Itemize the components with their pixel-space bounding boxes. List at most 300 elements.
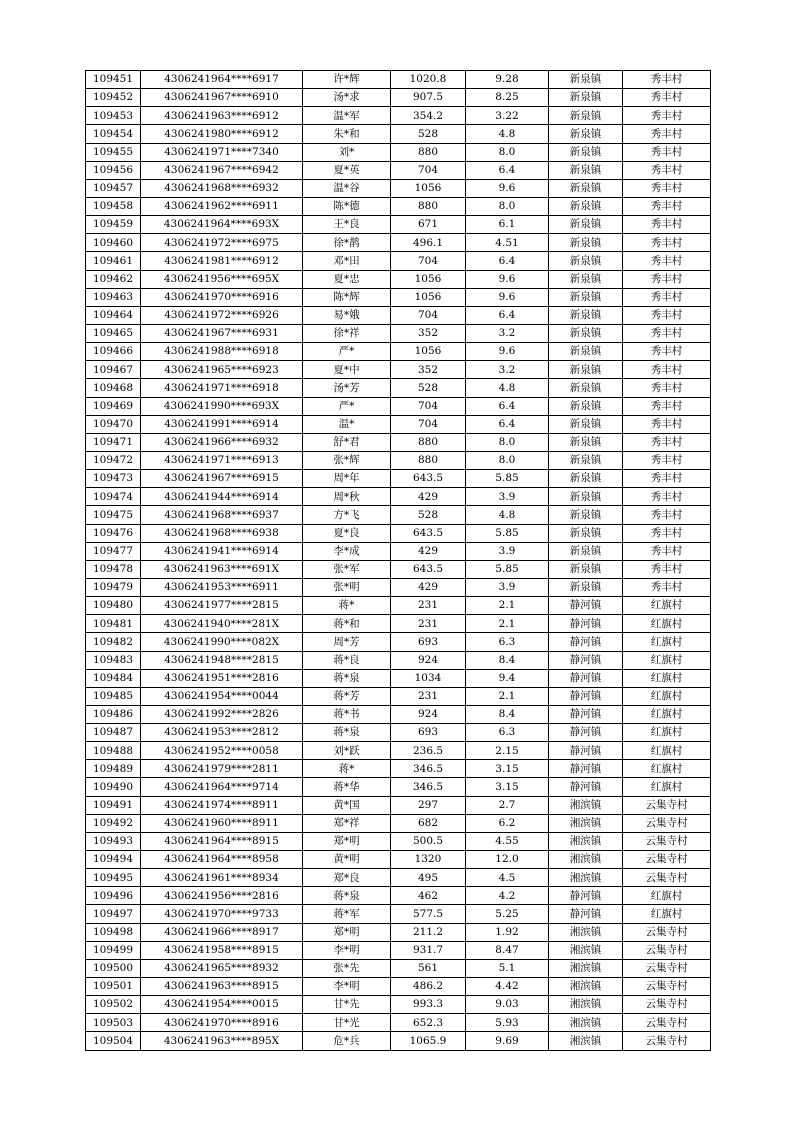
- table-cell: 秀丰村: [623, 506, 711, 524]
- table-cell: 新泉镇: [549, 433, 623, 451]
- table-cell: 甘*先: [303, 996, 391, 1014]
- table-cell: 3.9: [466, 542, 549, 560]
- table-cell: 红旗村: [623, 669, 711, 687]
- table-cell: 4306241958****8915: [141, 941, 303, 959]
- table-cell: 109492: [86, 814, 141, 832]
- table-cell: 4306241968****6937: [141, 506, 303, 524]
- table-cell: 9.69: [466, 1032, 549, 1051]
- table-cell: 郑*明: [303, 923, 391, 941]
- table-cell: 秀丰村: [623, 71, 711, 89]
- table-cell: 4306241967****6931: [141, 324, 303, 342]
- table-row: [86, 179, 711, 197]
- table-cell: 109474: [86, 488, 141, 506]
- table-row: [86, 71, 711, 89]
- table-row: [86, 905, 711, 923]
- table-row: [86, 560, 711, 578]
- table-cell: 109487: [86, 724, 141, 742]
- table-cell: 秀丰村: [623, 343, 711, 361]
- table-row: [86, 125, 711, 143]
- table-row: [86, 270, 711, 288]
- table-cell: 湘滨镇: [549, 996, 623, 1014]
- table-row: [86, 361, 711, 379]
- table-row: [86, 633, 711, 651]
- table-cell: 4306241980****6912: [141, 125, 303, 143]
- table-cell: 109484: [86, 669, 141, 687]
- table-cell: 4306241992****2826: [141, 705, 303, 723]
- table-row: [86, 669, 711, 687]
- table-cell: 周*芳: [303, 633, 391, 651]
- table-cell: 温*军: [303, 107, 391, 125]
- table-cell: 静河镇: [549, 760, 623, 778]
- table-cell: 704: [391, 306, 466, 324]
- table-cell: 秀丰村: [623, 542, 711, 560]
- table-cell: 秀丰村: [623, 470, 711, 488]
- table-cell: 湘滨镇: [549, 796, 623, 814]
- table-cell: 汤*芳: [303, 379, 391, 397]
- table-cell: 新泉镇: [549, 578, 623, 596]
- table-row: [86, 978, 711, 996]
- table-cell: 8.0: [466, 451, 549, 469]
- table-cell: 湘滨镇: [549, 851, 623, 869]
- table-row: [86, 869, 711, 887]
- table-cell: 109499: [86, 941, 141, 959]
- table-cell: 秀丰村: [623, 270, 711, 288]
- table-cell: 静河镇: [549, 615, 623, 633]
- table-cell: 4306241940****281X: [141, 615, 303, 633]
- table-cell: 云集寺村: [623, 1032, 711, 1051]
- table-cell: 静河镇: [549, 705, 623, 723]
- table-cell: 5.85: [466, 560, 549, 578]
- table-cell: 109490: [86, 778, 141, 796]
- table-cell: 4306241954****0015: [141, 996, 303, 1014]
- table-cell: 红旗村: [623, 633, 711, 651]
- table-row: [86, 959, 711, 977]
- table-cell: 880: [391, 433, 466, 451]
- table-cell: 徐*祥: [303, 324, 391, 342]
- table-cell: 2.15: [466, 742, 549, 760]
- table-cell: 924: [391, 705, 466, 723]
- table-cell: 4306241964****6917: [141, 71, 303, 89]
- table-cell: 张*先: [303, 959, 391, 977]
- table-cell: 湘滨镇: [549, 832, 623, 850]
- table-cell: 新泉镇: [549, 415, 623, 433]
- table-cell: 4.8: [466, 125, 549, 143]
- table-cell: 346.5: [391, 778, 466, 796]
- table-cell: 231: [391, 615, 466, 633]
- table-cell: 严*: [303, 397, 391, 415]
- table-cell: 5.25: [466, 905, 549, 923]
- table-cell: 邓*田: [303, 252, 391, 270]
- table-cell: 4306241953****2812: [141, 724, 303, 742]
- table-cell: 秀丰村: [623, 216, 711, 234]
- table-cell: 4306241990****693X: [141, 397, 303, 415]
- table-cell: 109455: [86, 143, 141, 161]
- table-cell: 蒋*军: [303, 905, 391, 923]
- table-cell: 静河镇: [549, 724, 623, 742]
- table-cell: 109493: [86, 832, 141, 850]
- table-cell: 新泉镇: [549, 143, 623, 161]
- table-cell: 352: [391, 361, 466, 379]
- table-cell: 109472: [86, 451, 141, 469]
- table-cell: 9.03: [466, 996, 549, 1014]
- table-cell: 新泉镇: [549, 216, 623, 234]
- table-cell: 8.0: [466, 433, 549, 451]
- table-cell: 张*明: [303, 578, 391, 596]
- table-row: [86, 197, 711, 215]
- table-cell: 462: [391, 887, 466, 905]
- table-cell: 云集寺村: [623, 941, 711, 959]
- table-cell: 红旗村: [623, 760, 711, 778]
- table-cell: 9.4: [466, 669, 549, 687]
- table-row: [86, 415, 711, 433]
- table-cell: 朱*和: [303, 125, 391, 143]
- table-cell: 秀丰村: [623, 488, 711, 506]
- table-cell: 4.8: [466, 506, 549, 524]
- table-cell: 4306241956****2816: [141, 887, 303, 905]
- table-cell: 9.6: [466, 179, 549, 197]
- table-cell: 109463: [86, 288, 141, 306]
- table-cell: 429: [391, 542, 466, 560]
- table-cell: 危*兵: [303, 1032, 391, 1051]
- table-cell: 4.42: [466, 978, 549, 996]
- table-cell: 静河镇: [549, 905, 623, 923]
- table-cell: 新泉镇: [549, 361, 623, 379]
- table-row: [86, 832, 711, 850]
- table-cell: 方*飞: [303, 506, 391, 524]
- table-cell: 109481: [86, 615, 141, 633]
- table-cell: 4306241979****2811: [141, 760, 303, 778]
- table-cell: 3.9: [466, 488, 549, 506]
- table-cell: 易*娥: [303, 306, 391, 324]
- table-cell: 6.4: [466, 397, 549, 415]
- table-cell: 4306241951****2816: [141, 669, 303, 687]
- table-cell: 109491: [86, 796, 141, 814]
- table-cell: 4306241971****6918: [141, 379, 303, 397]
- table-cell: 4306241960****8911: [141, 814, 303, 832]
- table-cell: 周*秋: [303, 488, 391, 506]
- table-cell: 4306241991****6914: [141, 415, 303, 433]
- table-cell: 924: [391, 651, 466, 669]
- table-cell: 1056: [391, 343, 466, 361]
- table-cell: 甘*光: [303, 1014, 391, 1032]
- table-cell: 云集寺村: [623, 851, 711, 869]
- table-row: [86, 306, 711, 324]
- table-cell: 1056: [391, 179, 466, 197]
- table-cell: 蒋*: [303, 597, 391, 615]
- table-cell: 秀丰村: [623, 234, 711, 252]
- table-cell: 新泉镇: [549, 488, 623, 506]
- table-cell: 新泉镇: [549, 270, 623, 288]
- table-cell: 张*辉: [303, 451, 391, 469]
- table-cell: 严*: [303, 343, 391, 361]
- table-row: [86, 470, 711, 488]
- table-cell: 109468: [86, 379, 141, 397]
- table-row: [86, 451, 711, 469]
- table-cell: 秀丰村: [623, 324, 711, 342]
- table-cell: 2.7: [466, 796, 549, 814]
- table-cell: 109496: [86, 887, 141, 905]
- table-cell: 新泉镇: [549, 161, 623, 179]
- table-cell: 2.1: [466, 687, 549, 705]
- table-cell: 秀丰村: [623, 107, 711, 125]
- table-cell: 秀丰村: [623, 415, 711, 433]
- table-cell: 4306241963****895X: [141, 1032, 303, 1051]
- table-row: [86, 143, 711, 161]
- table-cell: 4306241956****695X: [141, 270, 303, 288]
- table-cell: 704: [391, 161, 466, 179]
- table-cell: 蒋*华: [303, 778, 391, 796]
- table-row: [86, 107, 711, 125]
- table-cell: 693: [391, 724, 466, 742]
- table-row: [86, 161, 711, 179]
- table-cell: 秀丰村: [623, 560, 711, 578]
- table-cell: 429: [391, 488, 466, 506]
- table-cell: 云集寺村: [623, 869, 711, 887]
- table-cell: 4306241967****6915: [141, 470, 303, 488]
- table-cell: 109501: [86, 978, 141, 996]
- table-cell: 新泉镇: [549, 234, 623, 252]
- table-cell: 6.1: [466, 216, 549, 234]
- table-cell: 4306241981****6912: [141, 252, 303, 270]
- table-cell: 蒋*泉: [303, 724, 391, 742]
- table-cell: 刘*跃: [303, 742, 391, 760]
- table-row: [86, 397, 711, 415]
- table-cell: 109479: [86, 578, 141, 596]
- table-cell: 109475: [86, 506, 141, 524]
- table-cell: 红旗村: [623, 615, 711, 633]
- table-cell: 109476: [86, 524, 141, 542]
- table-cell: 秀丰村: [623, 252, 711, 270]
- table-cell: 红旗村: [623, 887, 711, 905]
- table-cell: 109488: [86, 742, 141, 760]
- table-cell: 4306241964****9714: [141, 778, 303, 796]
- table-row: [86, 524, 711, 542]
- table-cell: 4306241964****8958: [141, 851, 303, 869]
- table-cell: 刘*: [303, 143, 391, 161]
- table-cell: 109483: [86, 651, 141, 669]
- table-cell: 671: [391, 216, 466, 234]
- table-cell: 静河镇: [549, 742, 623, 760]
- table-cell: 354.2: [391, 107, 466, 125]
- table-cell: 211.2: [391, 923, 466, 941]
- table-row: [86, 379, 711, 397]
- table-cell: 4306241962****6911: [141, 197, 303, 215]
- table-cell: 880: [391, 143, 466, 161]
- table-cell: 新泉镇: [549, 506, 623, 524]
- table-cell: 湘滨镇: [549, 1032, 623, 1051]
- table-row: [86, 941, 711, 959]
- table-cell: 3.9: [466, 578, 549, 596]
- table-cell: 109494: [86, 851, 141, 869]
- table-cell: 5.93: [466, 1014, 549, 1032]
- table-cell: 109477: [86, 542, 141, 560]
- table-cell: 新泉镇: [549, 470, 623, 488]
- table-cell: 643.5: [391, 470, 466, 488]
- table-cell: 4306241966****6932: [141, 433, 303, 451]
- table-cell: 新泉镇: [549, 197, 623, 215]
- table-cell: 1020.8: [391, 71, 466, 89]
- table-cell: 236.5: [391, 742, 466, 760]
- table-cell: 红旗村: [623, 687, 711, 705]
- table-cell: 汤*求: [303, 89, 391, 107]
- table-cell: 3.15: [466, 778, 549, 796]
- table-cell: 4.55: [466, 832, 549, 850]
- table-cell: 6.4: [466, 306, 549, 324]
- table-cell: 新泉镇: [549, 542, 623, 560]
- table-cell: 496.1: [391, 234, 466, 252]
- table-row: [86, 343, 711, 361]
- table-cell: 湘滨镇: [549, 978, 623, 996]
- table-cell: 346.5: [391, 760, 466, 778]
- table-cell: 109458: [86, 197, 141, 215]
- table-cell: 4.5: [466, 869, 549, 887]
- table-cell: 109502: [86, 996, 141, 1014]
- table-cell: 新泉镇: [549, 560, 623, 578]
- table-cell: 4306241974****8911: [141, 796, 303, 814]
- table-cell: 682: [391, 814, 466, 832]
- table-cell: 1034: [391, 669, 466, 687]
- table-cell: 4306241965****8932: [141, 959, 303, 977]
- table-cell: 4306241953****6911: [141, 578, 303, 596]
- table-cell: 880: [391, 451, 466, 469]
- table-cell: 夏*英: [303, 161, 391, 179]
- table-cell: 秀丰村: [623, 524, 711, 542]
- table-cell: 528: [391, 506, 466, 524]
- table-cell: 3.2: [466, 361, 549, 379]
- table-cell: 109456: [86, 161, 141, 179]
- table-cell: 109489: [86, 760, 141, 778]
- table-cell: 4306241964****8915: [141, 832, 303, 850]
- table-cell: 907.5: [391, 89, 466, 107]
- table-cell: 4306241968****6932: [141, 179, 303, 197]
- table-cell: 静河镇: [549, 778, 623, 796]
- table-row: [86, 578, 711, 596]
- table-cell: 静河镇: [549, 887, 623, 905]
- table-row: [86, 923, 711, 941]
- table-cell: 湘滨镇: [549, 1014, 623, 1032]
- table-cell: 郑*祥: [303, 814, 391, 832]
- table-row: [86, 778, 711, 796]
- table-cell: 109478: [86, 560, 141, 578]
- table-cell: 湘滨镇: [549, 814, 623, 832]
- table-cell: 2.1: [466, 615, 549, 633]
- table-cell: 蒋*芳: [303, 687, 391, 705]
- table-cell: 陈*德: [303, 197, 391, 215]
- table-cell: 500.5: [391, 832, 466, 850]
- table-cell: 秀丰村: [623, 89, 711, 107]
- table-cell: 5.85: [466, 524, 549, 542]
- table-cell: 新泉镇: [549, 451, 623, 469]
- table-row: [86, 234, 711, 252]
- table-cell: 红旗村: [623, 905, 711, 923]
- table-row: [86, 760, 711, 778]
- table-cell: 红旗村: [623, 597, 711, 615]
- table-cell: 109451: [86, 71, 141, 89]
- table-cell: 4306241948****2815: [141, 651, 303, 669]
- table-row: [86, 742, 711, 760]
- table-cell: 4306241970****9733: [141, 905, 303, 923]
- table-cell: 新泉镇: [549, 179, 623, 197]
- table-cell: 652.3: [391, 1014, 466, 1032]
- table-cell: 蒋*良: [303, 651, 391, 669]
- table-cell: 429: [391, 578, 466, 596]
- table-row: [86, 488, 711, 506]
- table-cell: 云集寺村: [623, 959, 711, 977]
- table-cell: 231: [391, 687, 466, 705]
- table-row: [86, 1014, 711, 1032]
- table-cell: 8.4: [466, 651, 549, 669]
- table-cell: 温*: [303, 415, 391, 433]
- table-cell: 4306241954****0044: [141, 687, 303, 705]
- table-cell: 红旗村: [623, 724, 711, 742]
- table-cell: 蒋*书: [303, 705, 391, 723]
- table-cell: 9.6: [466, 343, 549, 361]
- table-cell: 蒋*泉: [303, 887, 391, 905]
- table-cell: 643.5: [391, 524, 466, 542]
- table-cell: 109453: [86, 107, 141, 125]
- table-cell: 静河镇: [549, 687, 623, 705]
- table-cell: 4306241972****6926: [141, 306, 303, 324]
- table-cell: 蒋*: [303, 760, 391, 778]
- table-cell: 云集寺村: [623, 796, 711, 814]
- table-cell: 温*谷: [303, 179, 391, 197]
- table-cell: 109457: [86, 179, 141, 197]
- table-cell: 新泉镇: [549, 324, 623, 342]
- table-cell: 1.92: [466, 923, 549, 941]
- table-cell: 704: [391, 252, 466, 270]
- table-cell: 4.51: [466, 234, 549, 252]
- table-row: [86, 216, 711, 234]
- table-row: [86, 724, 711, 742]
- table-cell: 秀丰村: [623, 397, 711, 415]
- table-cell: 109500: [86, 959, 141, 977]
- table-cell: 109498: [86, 923, 141, 941]
- table-cell: 3.2: [466, 324, 549, 342]
- table-cell: 云集寺村: [623, 978, 711, 996]
- table-cell: 新泉镇: [549, 71, 623, 89]
- table-cell: 8.4: [466, 705, 549, 723]
- table-cell: 秀丰村: [623, 379, 711, 397]
- table-cell: 周*年: [303, 470, 391, 488]
- table-cell: 109466: [86, 343, 141, 361]
- table-cell: 湘滨镇: [549, 941, 623, 959]
- table-cell: 109461: [86, 252, 141, 270]
- table-cell: 5.85: [466, 470, 549, 488]
- table-cell: 蒋*和: [303, 615, 391, 633]
- table-cell: 993.3: [391, 996, 466, 1014]
- table-cell: 4306241965****6923: [141, 361, 303, 379]
- table-row: [86, 887, 711, 905]
- table-cell: 109452: [86, 89, 141, 107]
- table-row: [86, 506, 711, 524]
- table-cell: 1065.9: [391, 1032, 466, 1051]
- table-cell: 109464: [86, 306, 141, 324]
- table-cell: 109462: [86, 270, 141, 288]
- table-cell: 9.6: [466, 288, 549, 306]
- table-cell: 931.7: [391, 941, 466, 959]
- table-cell: 1056: [391, 288, 466, 306]
- table-cell: 新泉镇: [549, 288, 623, 306]
- table-cell: 郑*明: [303, 832, 391, 850]
- table-cell: 8.0: [466, 197, 549, 215]
- table-row: [86, 252, 711, 270]
- table-cell: 109460: [86, 234, 141, 252]
- table-cell: 新泉镇: [549, 89, 623, 107]
- table-cell: 新泉镇: [549, 397, 623, 415]
- table-cell: 297: [391, 796, 466, 814]
- table-row: [86, 615, 711, 633]
- table-cell: 黄*国: [303, 796, 391, 814]
